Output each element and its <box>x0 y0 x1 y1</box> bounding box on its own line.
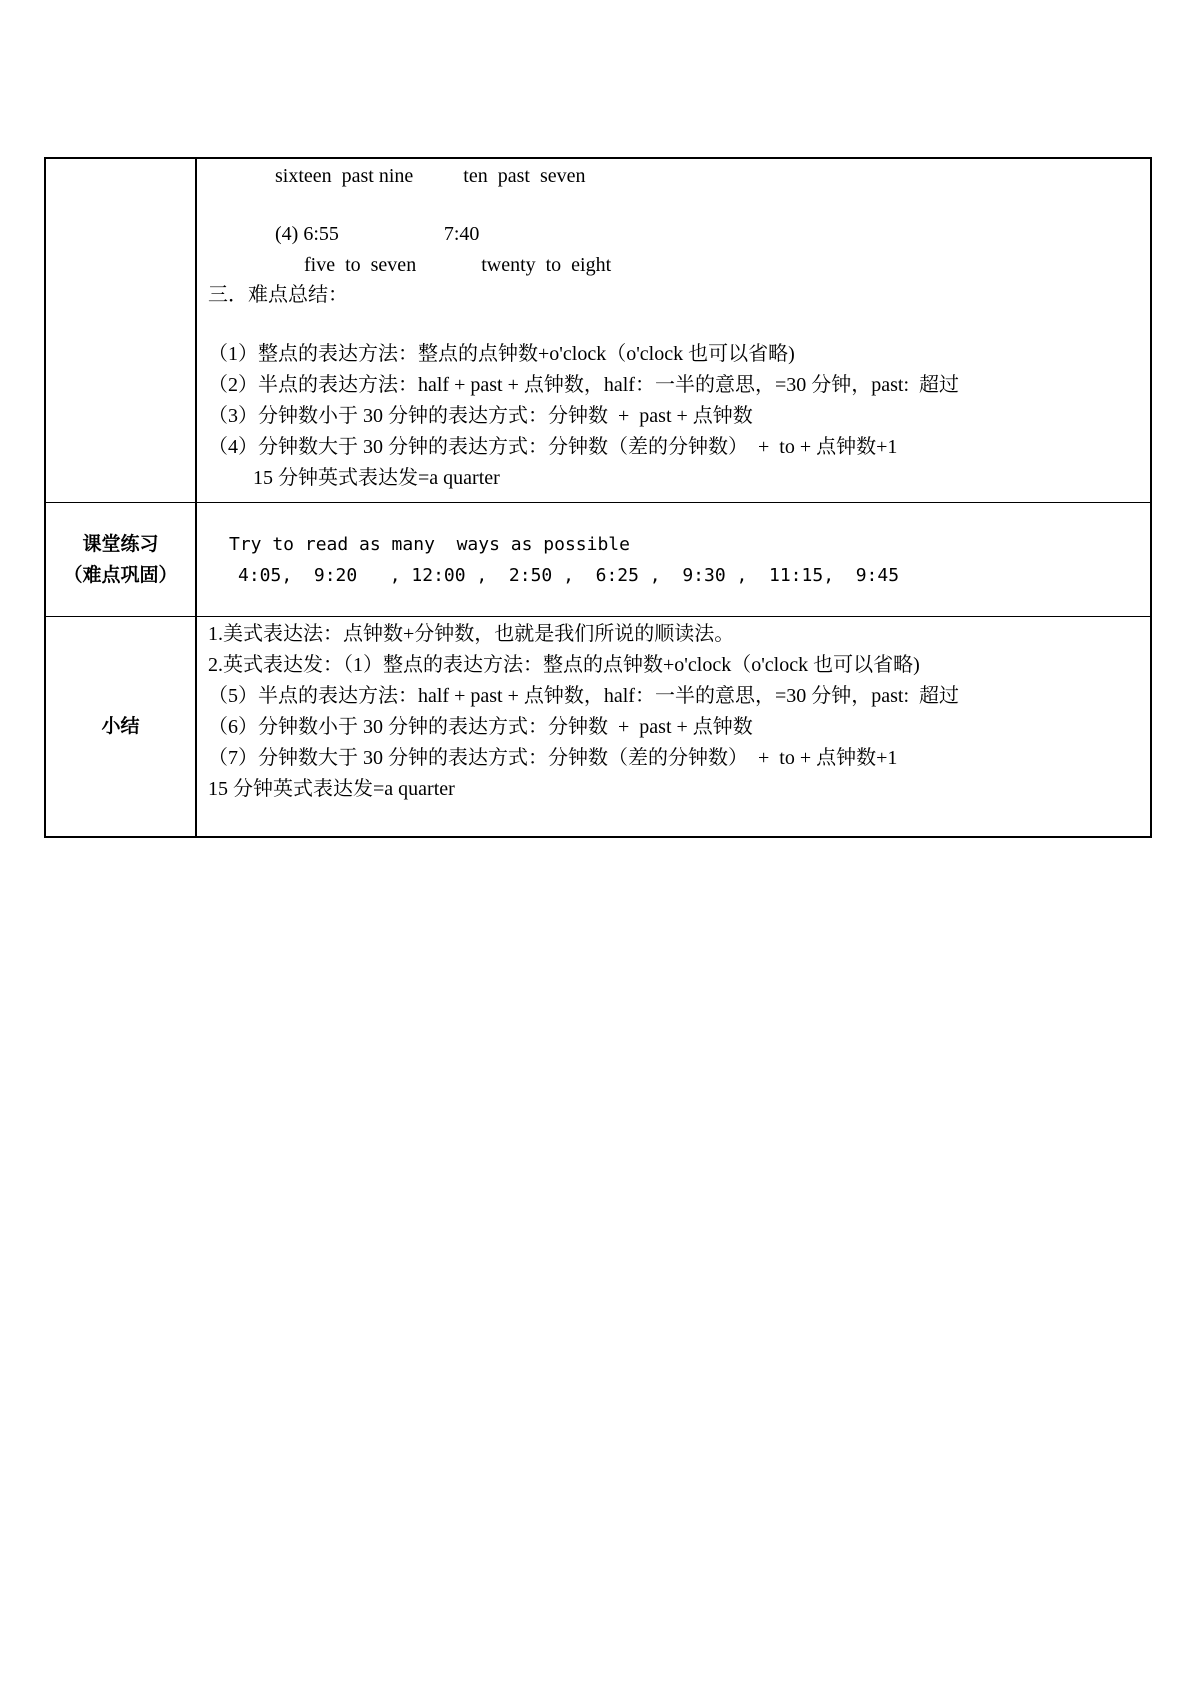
content-line: 4:05, 9:20 , 12:00 , 2:50 , 6:25 , 9:30 , 11:15, 9:45 <box>238 565 900 586</box>
content-line: 1.美式表达法：点钟数+分钟数，也就是我们所说的顺读法。 <box>208 623 735 645</box>
content-line: 15 分钟英式表达发=a quarter <box>253 467 500 489</box>
lesson-table <box>44 157 1152 838</box>
content-line: 2.英式表达发：（1）整点的表达方法：整点的点钟数+o'clock（o'clock 也可以省略) <box>208 654 920 676</box>
table-row-difficulty-summary <box>46 159 1150 502</box>
row-content <box>197 503 1150 616</box>
row-content <box>197 159 1150 502</box>
content-line: （4）分钟数大于 30 分钟的表达方式：分钟数（差的分钟数） + to + 点钟数+1 <box>208 436 898 458</box>
content-line: （1）整点的表达方法：整点的点钟数+o'clock（o'clock 也可以省略) <box>208 343 795 365</box>
content-line: Try to read as many ways as possible <box>229 534 630 555</box>
table-row-practice <box>46 502 1150 616</box>
content-line: （7）分钟数大于 30 分钟的表达方式：分钟数（差的分钟数） + to + 点钟数+1 <box>208 747 898 769</box>
content-line: （5）半点的表达方法：half + past + 点钟数，half：一半的意思，=30 分钟，past: 超过 <box>208 685 960 707</box>
row-content <box>197 617 1150 836</box>
content-line: five to seven twenty to eight <box>304 254 612 276</box>
table-row-summary <box>46 616 1150 836</box>
content-line: （6）分钟数小于 30 分钟的表达方式：分钟数 + past + 点钟数 <box>208 716 753 738</box>
row-label <box>46 503 197 616</box>
content-line: (4) 6:55 7:40 <box>275 223 480 245</box>
content-line: （3）分钟数小于 30 分钟的表达方式：分钟数 + past + 点钟数 <box>208 405 753 427</box>
row-label-line: 课堂练习 <box>82 532 159 555</box>
content-line: sixteen past nine ten past seven <box>275 165 586 187</box>
row-label: 小结 <box>46 617 197 836</box>
content-line: 15 分钟英式表达发=a quarter <box>208 778 455 800</box>
content-line: （2）半点的表达方法：half + past + 点钟数，half：一半的意思，=30 分钟，past: 超过 <box>208 374 960 396</box>
section-heading: 三．难点总结： <box>208 284 348 306</box>
row-label-line: （难点巩固） <box>63 563 178 586</box>
row-label <box>46 159 197 502</box>
